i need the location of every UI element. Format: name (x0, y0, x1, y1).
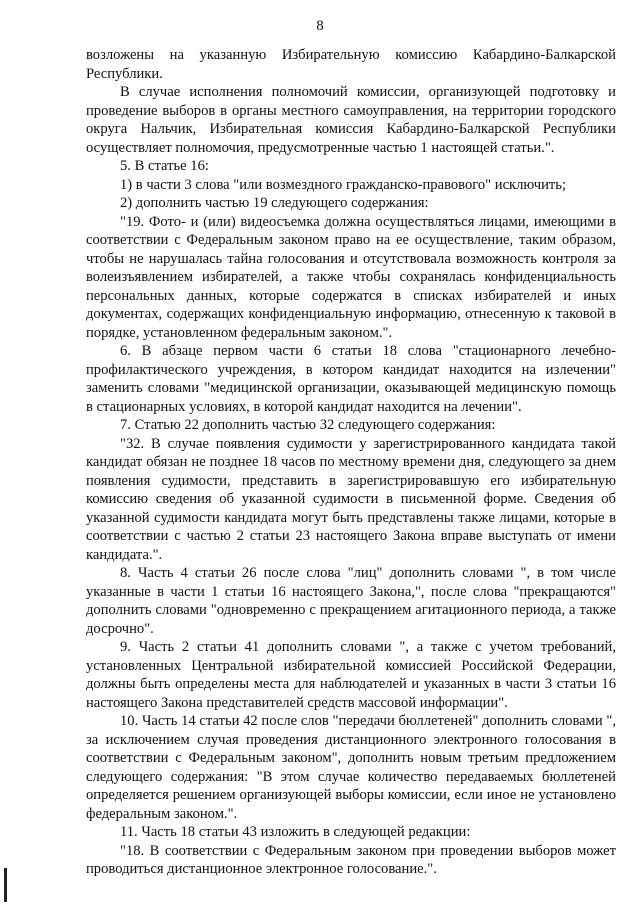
paragraph: 1) в части 3 слова "или возмездного гражданско-правового" исключить; (120, 176, 567, 193)
paragraph: "18. В соответствии с Федеральным законом при проведении выборов может проводиться дистанционное электронное голосование.". (86, 842, 616, 877)
paragraph: 2) дополнить частью 19 следующего содержания: (120, 195, 429, 211)
paragraph: "32. В случае появления судимости у зарегистрированного кандидата такой кандидат обязан не позднее 18 часов по местному времени дня, следующего за днем появления судимости, представить в зарегистрировавшую его избирательную комиссию сведения об указанной судимости в письменной форме. Сведения об указанной судимости кандидата могут быть представлены также лицами, которые в соответствии с частью 2 статьи 23 настоящего Закона вправе выступать от имени кандидата.". (86, 435, 616, 563)
document-body (86, 46, 616, 879)
page-number: 8 (316, 18, 324, 34)
paragraph: 11. Часть 18 статьи 43 изложить в следующей редакции: (120, 824, 471, 840)
paragraph: 6. В абзаце первом части 6 статьи 18 слова "стационарного лечебно-профилактического учреждения, в котором кандидат находится на излечении" заменить словами "медицинской организации, оказывающей медицинскую помощь в стационарных условиях, в которой кандидат находится на лечении". (86, 343, 616, 415)
paragraph: В случае исполнения полномочий комиссии, организующей подготовку и проведение выборов в органы местного самоуправления, на территории городского округа Нальчик, Избирательная комиссия Кабардино-Балкарской Республики осуществляет полномочия, предусмотренные частью 1 настоящей статьи.". (86, 84, 616, 156)
scan-edge-mark (4, 868, 7, 902)
paragraph: "19. Фото- и (или) видеосъемка должна осуществляться лицами, имеющими в соответствии с Федеральным законом право на ее осуществление, таким образом, чтобы не нарушалась тайна голосования и отсутствовала возможность контроля за волеизъявлением избирателей, а также чтобы сохранялась конфиденциальность персональных данных, которые содержатся в списках избирателей и иных документах, содержащих конфиденциальную информацию, отнесенную к таковой в порядке, установленном федеральным законом.". (86, 213, 616, 341)
paragraph: 10. Часть 14 статьи 42 после слов "передачи бюллетеней" дополнить словами ", за исключением случая проведения дистанционного электронного голосования в соответствии с Федеральным законом", дополнить новым третьим предложением следующего содержания: "В этом случае количество передаваемых бюллетеней определяется решением организующей выборы комиссии, если иное не установлено федеральным законом.". (86, 713, 616, 822)
paragraph: 5. В статье 16: (120, 158, 209, 174)
paragraph: 7. Статью 22 дополнить частью 32 следующего содержания: (120, 417, 496, 433)
paragraph: возложены на указанную Избирательную комиссию Кабардино-Балкарской Республики. (86, 47, 616, 82)
paragraph: 8. Часть 4 статьи 26 после слова "лиц" дополнить словами ", в том числе указанные в части 1 статьи 16 настоящего Закона,", после слова "прекращаются" дополнить словами "одновременно с прекращением агитационного периода, а также досрочно". (86, 565, 616, 637)
paragraph: 9. Часть 2 статьи 41 дополнить словами ", а также с учетом требований, установленных Центральной избирательной комиссией Российской Федерации, должны быть определены места для наблюдателей и указанных в части 3 статьи 16 настоящего Закона представителей средств массовой информации". (86, 639, 616, 711)
